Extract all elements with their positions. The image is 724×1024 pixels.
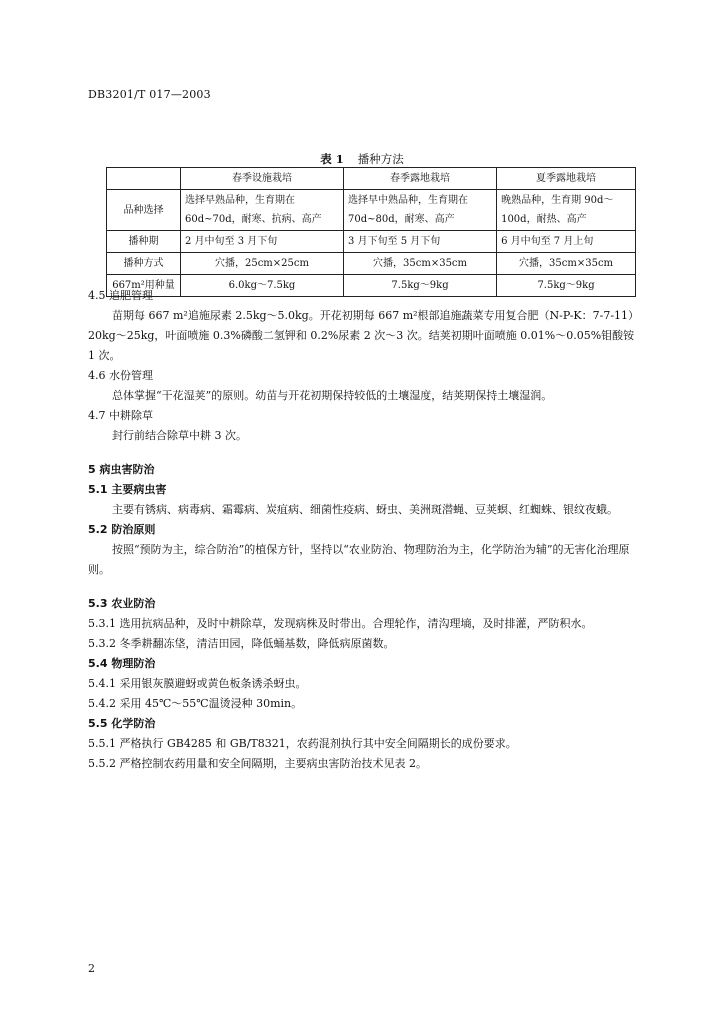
table-cell: 选择早中熟品种，生育期在70d~80d，耐寒、高产 bbox=[343, 190, 496, 231]
table-caption-title: 播种方法 bbox=[357, 152, 404, 166]
table-cell: 7.5kg～9kg bbox=[343, 275, 496, 297]
paragraph: 苗期每 667 m²追施尿素 2.5kg～5.0kg。开花初期每 667 m²根部追施蔬菜专用复合肥（N-P-K：7-7-11）20kg～25kg，叶面喷施 0.3%磷酸二氢钾和 0.2%尿素 2 次～3 次。结荚初期叶面喷施 0.01%～0.05%钼酸铵 1 次。 bbox=[88, 309, 635, 362]
document-id: DB3201/T 017—2003 bbox=[88, 88, 211, 101]
table-row bbox=[107, 231, 636, 253]
table-cell: 穴播，35cm×35cm bbox=[343, 253, 496, 275]
section-heading: 5.1 主要病虫害 bbox=[88, 483, 167, 496]
table-caption bbox=[0, 151, 724, 167]
section-heading: 5.4 物理防治 bbox=[88, 657, 156, 670]
table-corner-cell bbox=[107, 168, 181, 190]
page-number: 2 bbox=[88, 962, 95, 975]
table-cell: 晚熟品种，生育期 90d～100d，耐热、高产 bbox=[497, 190, 636, 231]
table-cell: 7.5kg～9kg bbox=[497, 275, 636, 297]
table-caption-number: 表 1 bbox=[320, 152, 344, 166]
chapter-heading: 5 病虫害防治 bbox=[88, 463, 155, 476]
paragraph: 5.5.2 严格控制农药用量和安全间隔期，主要病虫害防治技术见表 2。 bbox=[88, 757, 427, 770]
table-cell: 3 月下旬至 5 月下旬 bbox=[343, 231, 496, 253]
section-heading: 5.2 防治原则 bbox=[88, 523, 156, 536]
section-heading: 4.7 中耕除草 bbox=[88, 409, 153, 422]
table-cell: 选择早熟品种，生育期在60d~70d，耐寒、抗病、高产 bbox=[181, 190, 344, 231]
paragraph: 按照“预防为主，综合防治”的植保方针，坚持以“农业防治、物理防治为主，化学防治为辅”的无害化治理原则。 bbox=[88, 543, 630, 576]
table-cell: 6.0kg～7.5kg bbox=[181, 275, 344, 297]
paragraph: 5.4.2 采用 45℃～55℃温烫浸种 30min。 bbox=[88, 697, 303, 710]
paragraph: 主要有锈病、病毒病、霜霉病、炭疽病、细菌性疫病、蚜虫、美洲斑潜蝇、豆荚螟、红蜘蛛、银纹夜蛾。 bbox=[112, 503, 618, 516]
table-row-label: 667m²用种量 bbox=[107, 275, 181, 297]
body-text bbox=[88, 286, 636, 774]
section-heading: 5.3 农业防治 bbox=[88, 597, 156, 610]
table-header-row bbox=[107, 168, 636, 190]
table-row-label: 品种选择 bbox=[107, 190, 181, 231]
table-cell: 6 月中旬至 7 月上旬 bbox=[497, 231, 636, 253]
paragraph: 5.3.1 选用抗病品种，及时中耕除草，发现病株及时带出。合理轮作，清沟理墒，及时排灌，严防积水。 bbox=[88, 617, 593, 630]
table-row-label: 播种方式 bbox=[107, 253, 181, 275]
table-row-label: 播种期 bbox=[107, 231, 181, 253]
paragraph: 5.5.1 严格执行 GB4285 和 GB/T8321，农药混剂执行其中安全间隔期长的成份要求。 bbox=[88, 737, 517, 750]
section-heading: 4.5 追肥管理 bbox=[88, 289, 153, 302]
table-cell: 2 月中旬至 3 月下旬 bbox=[181, 231, 344, 253]
table-header-cell: 春季露地栽培 bbox=[343, 168, 496, 190]
table-header-cell: 夏季露地栽培 bbox=[497, 168, 636, 190]
table-row bbox=[107, 190, 636, 231]
paragraph: 总体掌握“干花湿荚”的原则。幼苗与开花初期保持较低的土壤湿度，结荚期保持土壤湿润。 bbox=[112, 389, 553, 402]
paragraph: 封行前结合除草中耕 3 次。 bbox=[112, 429, 247, 442]
table-cell: 穴播，35cm×35cm bbox=[497, 253, 636, 275]
table-row bbox=[107, 253, 636, 275]
paragraph: 5.3.2 冬季耕翻冻垡，清洁田园，降低蛹基数，降低病原菌数。 bbox=[88, 637, 395, 650]
paragraph: 5.4.1 采用银灰膜避蚜或黄色板条诱杀蚜虫。 bbox=[88, 677, 307, 690]
sowing-method-table bbox=[106, 167, 636, 297]
section-heading: 4.6 水份管理 bbox=[88, 369, 153, 382]
table-header-cell: 春季设施栽培 bbox=[181, 168, 344, 190]
table-cell: 穴播，25cm×25cm bbox=[181, 253, 344, 275]
section-heading: 5.5 化学防治 bbox=[88, 717, 156, 730]
